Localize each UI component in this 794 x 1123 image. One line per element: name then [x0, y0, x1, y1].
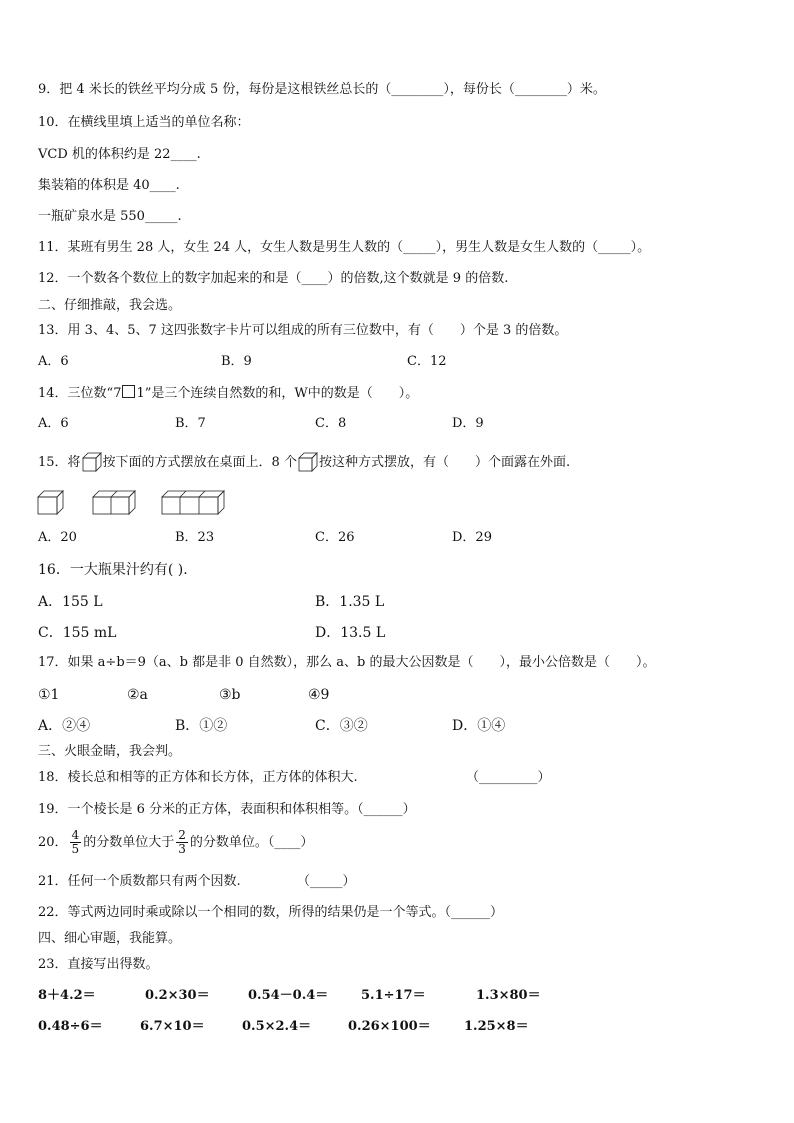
cube-icon — [298, 452, 318, 472]
question-13-option-a: A．6 — [38, 354, 69, 369]
cube-icon — [82, 452, 102, 472]
question-17-choice-3: ③b — [219, 687, 241, 703]
question-10-item-a: VCD 机的体积约是 22____. — [38, 147, 201, 162]
question-15-option-d: D．29 — [452, 530, 492, 545]
question-12: 12．一个数各个数位上的数字加起来的和是（____）的倍数,这个数就是 9 的倍数. — [38, 271, 509, 286]
question-19: 19．一个棱长是 6 分米的正方体，表面积和体积相等。（______） — [38, 802, 416, 817]
question-17-choice-1: ①1 — [38, 687, 60, 703]
question-16-option-c: C．155 mL — [38, 625, 117, 641]
fraction-two-thirds — [176, 829, 188, 856]
question-20-middle: 的分数单位大于 — [83, 835, 175, 850]
calc-1-1: 8＋4.2＝ — [38, 988, 96, 1003]
question-14-stem-part2: 1”是三个连续自然数的和，W中的数是（ ）。 — [136, 386, 419, 401]
section-2-heading: 二、仔细推敲，我会选。 — [38, 298, 182, 313]
question-16-stem: 16．一大瓶果汁约有( ). — [38, 562, 188, 578]
question-14-stem — [38, 385, 418, 402]
question-10-item-c: 一瓶矿泉水是 550_____. — [38, 209, 182, 224]
question-17-option-b: B．①② — [175, 718, 228, 734]
question-17-choice-4: ④9 — [308, 687, 330, 703]
question-13-option-c: C．12 — [407, 354, 447, 369]
cube-arrangement-figure — [37, 490, 227, 516]
question-14-option-d: D．9 — [452, 416, 484, 431]
calc-2-1: 0.48÷6＝ — [38, 1019, 103, 1034]
fraction-four-fifths — [70, 829, 82, 856]
question-9: 9．把 4 米长的铁丝平均分成 5 份，每份是这根铁丝总长的（________），每份长（________）米。 — [38, 82, 606, 97]
question-13-stem: 13．用 3、4、5、7 这四张数字卡片可以组成的所有三位数中，有（ ）个是 3 的倍数。 — [38, 323, 568, 338]
question-15-stem — [38, 452, 570, 472]
question-13-option-b: B．9 — [221, 354, 252, 369]
question-17-option-a: A．②④ — [38, 718, 91, 734]
question-16-option-d: D．13.5 L — [315, 625, 386, 641]
question-15-stem-part3: 按这种方式摆放，有（ ）个面露在外面. — [318, 455, 571, 470]
calc-2-2: 6.7×10＝ — [140, 1019, 205, 1034]
question-15-option-b: B．23 — [175, 530, 215, 545]
question-16-option-a: A．155 L — [38, 594, 103, 610]
question-17-option-d: D．①④ — [452, 718, 506, 734]
question-10-title: 10．在横线里填上适当的单位名称： — [38, 115, 250, 130]
calc-1-2: 0.2×30＝ — [145, 988, 210, 1003]
question-18-stem: 18．棱长总和相等的正方体和长方体，正方体的体积大. — [38, 770, 358, 785]
question-14-option-b: B．7 — [175, 416, 206, 431]
question-16-option-b: B．1.35 L — [315, 594, 385, 610]
one-cube-figure — [38, 491, 63, 514]
question-15-stem-part2: 按下面的方式摆放在桌面上．8 个 — [102, 455, 297, 470]
question-17-choice-2: ②a — [127, 687, 148, 703]
question-22: 22．等式两边同时乘或除以一个相同的数，所得的结果仍是一个等式。（______） — [38, 905, 504, 920]
question-10-item-b: 集装箱的体积是 40____. — [38, 178, 180, 193]
question-15-option-c: C．26 — [315, 530, 355, 545]
question-15-option-a: A．20 — [38, 530, 77, 545]
section-4-heading: 四、细心审题，我能算。 — [38, 931, 182, 946]
question-20-suffix: 的分数单位。（____） — [189, 835, 314, 850]
fraction-numerator: 2 — [178, 828, 186, 842]
section-3-heading: 三、火眼金睛，我会判。 — [38, 744, 182, 759]
question-14-option-c: C．8 — [315, 416, 347, 431]
fraction-denominator: 3 — [178, 842, 186, 856]
question-15-stem-part1: 15．将 — [38, 455, 81, 470]
question-20-prefix: 20． — [38, 835, 68, 850]
question-14-option-a: A．6 — [38, 416, 69, 431]
fraction-denominator: 5 — [71, 842, 80, 856]
calc-1-3: 0.54－0.4＝ — [248, 988, 329, 1003]
calc-2-4: 0.26×100＝ — [348, 1019, 431, 1034]
question-23-title: 23．直接写出得数。 — [38, 957, 159, 972]
question-14-stem-part1: 14．三位数“7 — [38, 386, 122, 401]
question-18-answer-blank[interactable]: （_________） — [466, 770, 551, 785]
question-21-stem: 21．任何一个质数都只有两个因数. — [38, 874, 241, 889]
fraction-numerator: 4 — [71, 828, 80, 842]
calc-2-5: 1.25×8＝ — [464, 1019, 529, 1034]
calc-1-4: 5.1÷17＝ — [361, 988, 426, 1003]
digit-box-icon — [122, 385, 135, 398]
question-20 — [38, 828, 313, 858]
question-17-stem: 17．如果 a÷b＝9（a、b 都是非 0 自然数），那么 a、b 的最大公因数是（ ），最小公倍数是（ ）。 — [38, 655, 656, 670]
question-11: 11．某班有男生 28 人，女生 24 人，女生人数是男生人数的（_____），男生人数是女生人数的（_____）。 — [38, 240, 651, 255]
three-cube-figure — [162, 491, 224, 514]
calc-2-3: 0.5×2.4＝ — [242, 1019, 312, 1034]
question-21-answer-blank[interactable]: （_____） — [297, 874, 356, 889]
calc-1-5: 1.3×80＝ — [476, 988, 541, 1003]
two-cube-figure — [93, 491, 135, 514]
question-17-option-c: C．③② — [315, 718, 368, 734]
